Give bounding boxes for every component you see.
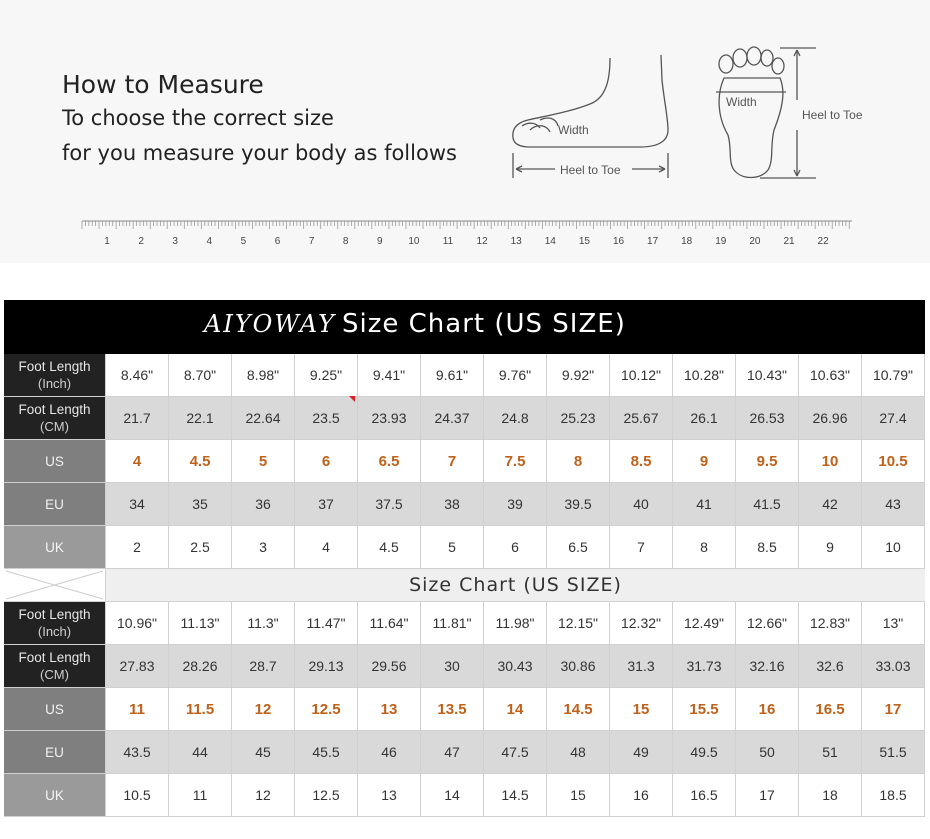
row-label-text: UK [45,539,64,555]
size-cell: 6.5 [547,526,610,568]
size-cell: 13 [358,688,421,730]
size-cell: 12 [232,774,295,816]
size-cell: 2 [106,526,169,568]
row-label [4,526,106,568]
size-cell: 21.7 [106,397,169,439]
row-label-text: Foot Length [18,359,91,374]
row-label-text: EU [45,744,64,760]
size-cell: 49.5 [673,731,736,773]
ruler-number: 7 [308,236,315,247]
size-cell: 31.3 [610,645,673,687]
size-cell: 17 [736,774,799,816]
ruler-number: 1 [104,236,110,247]
size-cell: 45 [232,731,295,773]
size-cell: 11 [169,774,232,816]
size-cell: 37.5 [358,483,421,525]
side-width-label: Width [558,123,589,137]
size-cell: 9 [673,440,736,482]
size-cell: 12.15" [547,602,610,644]
size-cell: 43.5 [106,731,169,773]
measure-instruction-2: for you measure your body as follows [62,141,457,165]
size-cell: 11.5 [169,688,232,730]
size-cell: 14.5 [484,774,547,816]
ruler-number: 13 [510,236,522,247]
comment-marker [349,396,355,402]
size-cell: 43 [862,483,925,525]
size-cell: 30.86 [547,645,610,687]
row-label [4,397,106,439]
size-cell: 7 [610,526,673,568]
size-cell: 25.67 [610,397,673,439]
how-to-measure-panel [0,0,930,263]
size-cell: 51 [799,731,862,773]
size-table-1 [4,354,925,569]
size-cell: 5 [232,440,295,482]
size-cell: 10.63" [799,354,862,396]
row-label-text: Foot Length [18,650,91,665]
size-cell: 10.43" [736,354,799,396]
size-cell: 16 [610,774,673,816]
size-cell: 11 [106,688,169,730]
size-cell: 22.1 [169,397,232,439]
size-cell: 6 [484,526,547,568]
size-cell: 35 [169,483,232,525]
size-cell: 12.5 [295,774,358,816]
size-cell: 25.23 [547,397,610,439]
size-cell: 39.5 [547,483,610,525]
size-cell: 29.56 [358,645,421,687]
size-cell: 15.5 [673,688,736,730]
size-cell: 51.5 [862,731,925,773]
row-label-text: US [45,701,64,717]
measure-instruction-1: To choose the correct size [62,106,334,130]
size-cell: 6 [295,440,358,482]
size-cell: 10.79" [862,354,925,396]
size-cell: 5 [421,526,484,568]
size-cell: 30 [421,645,484,687]
size-cell: 41 [673,483,736,525]
row-label-unit: (Inch) [37,376,72,391]
ruler-number: 6 [274,236,281,247]
size-cell: 9.41" [358,354,421,396]
brand-name: AIYOWAY [204,310,337,338]
size-cell: 39 [484,483,547,525]
ruler-number: 5 [240,236,247,247]
size-cell: 32.6 [799,645,862,687]
row-label-text: Foot Length [18,607,91,622]
size-cell: 9 [799,526,862,568]
size-cell: 6.5 [358,440,421,482]
size-cell: 17 [862,688,925,730]
row-label-unit: (CM) [40,667,69,682]
size-cell: 8.98" [232,354,295,396]
row-label [4,645,106,687]
row-label [4,774,106,816]
size-cell: 22.64 [232,397,295,439]
size-cell: 9.61" [421,354,484,396]
size-cell: 8 [673,526,736,568]
ruler-number: 9 [377,236,383,247]
size-chart-subtitle: Size Chart (US SIZE) [106,569,925,601]
size-cell: 2.5 [169,526,232,568]
sole-length-label: Heel to Toe [802,108,863,122]
ruler-number: 15 [578,236,590,247]
size-cell: 15 [547,774,610,816]
ruler [0,0,930,263]
size-cell: 4 [106,440,169,482]
size-cell: 12 [232,688,295,730]
size-cell: 42 [799,483,862,525]
measure-title: How to Measure [62,70,264,99]
size-cell: 9.5 [736,440,799,482]
foot-length-cm-row [4,397,925,440]
row-label [4,483,106,525]
size-cell: 10.96" [106,602,169,644]
size-cell: 23.93 [358,397,421,439]
eu-size-row [4,483,925,526]
us-size-row [4,688,925,731]
size-cell: 18 [799,774,862,816]
ruler-number: 19 [715,236,727,247]
ruler-number: 3 [172,236,178,247]
size-chart-header [4,300,925,354]
foot-length-cm-row [4,645,925,688]
size-cell: 49 [610,731,673,773]
ruler-number: 4 [206,236,213,247]
ruler-number: 22 [817,236,829,247]
size-cell: 8.46" [106,354,169,396]
size-cell: 23.5 [295,397,358,439]
ruler-number: 10 [408,236,420,247]
size-cell: 26.53 [736,397,799,439]
size-cell: 12.32" [610,602,673,644]
size-chart-title: Size Chart (US SIZE) [342,309,626,339]
row-label [4,731,106,773]
size-cell: 16 [736,688,799,730]
ruler-number: 18 [681,236,693,247]
size-cell: 10.28" [673,354,736,396]
size-cell: 46 [358,731,421,773]
size-cell: 13" [862,602,925,644]
size-cell: 27.4 [862,397,925,439]
size-cell: 12.83" [799,602,862,644]
size-cell: 4 [295,526,358,568]
size-cell: 29.13 [295,645,358,687]
row-label-unit: (Inch) [37,624,72,639]
ruler-number: 2 [138,236,144,247]
size-cell: 26.96 [799,397,862,439]
size-cell: 7 [421,440,484,482]
size-cell: 11.81" [421,602,484,644]
sole-width-label: Width [726,95,757,109]
size-cell: 9.92" [547,354,610,396]
size-cell: 47 [421,731,484,773]
foot-length-inch-row [4,354,925,397]
ruler-number: 21 [783,236,795,247]
size-cell: 26.1 [673,397,736,439]
row-label-text: Foot Length [18,402,91,417]
size-cell: 27.83 [106,645,169,687]
size-cell: 13.5 [421,688,484,730]
row-label [4,602,106,644]
size-cell: 30.43 [484,645,547,687]
size-chart [4,300,925,817]
size-cell: 32.16 [736,645,799,687]
size-cell: 8.70" [169,354,232,396]
foot-length-inch-row [4,602,925,645]
size-cell: 28.26 [169,645,232,687]
empty-corner-cell [4,569,106,601]
size-cell: 10 [862,526,925,568]
row-label [4,354,106,396]
ruler-number: 20 [749,236,761,247]
size-cell: 14 [484,688,547,730]
size-cell: 14 [421,774,484,816]
row-label-text: US [45,453,64,469]
size-cell: 40 [610,483,673,525]
size-cell: 33.03 [862,645,925,687]
size-cell: 12.5 [295,688,358,730]
ruler-number: 8 [342,236,349,247]
row-label-text: EU [45,496,64,512]
size-cell: 7.5 [484,440,547,482]
size-cell: 8.5 [610,440,673,482]
uk-size-row [4,526,925,569]
size-cell: 10.5 [862,440,925,482]
size-cell: 45.5 [295,731,358,773]
row-label [4,688,106,730]
size-cell: 11.47" [295,602,358,644]
size-cell: 18.5 [862,774,925,816]
eu-size-row [4,731,925,774]
size-cell: 15 [610,688,673,730]
size-cell: 28.7 [232,645,295,687]
size-cell: 44 [169,731,232,773]
size-cell: 41.5 [736,483,799,525]
size-cell: 13 [358,774,421,816]
size-cell: 10.5 [106,774,169,816]
ruler-number: 17 [647,236,659,247]
size-cell: 12.49" [673,602,736,644]
size-cell: 16.5 [799,688,862,730]
size-cell: 31.73 [673,645,736,687]
ruler-number: 14 [544,236,556,247]
side-length-label: Heel to Toe [560,163,621,177]
size-cell: 38 [421,483,484,525]
us-size-row [4,440,925,483]
size-cell: 47.5 [484,731,547,773]
size-cell: 16.5 [673,774,736,816]
size-table-2 [4,602,925,817]
size-cell: 8.5 [736,526,799,568]
size-cell: 9.25" [295,354,358,396]
row-label [4,440,106,482]
size-cell: 11.64" [358,602,421,644]
ruler-number: 16 [612,236,625,247]
size-cell: 8 [547,440,610,482]
size-cell: 24.8 [484,397,547,439]
size-cell: 11.13" [169,602,232,644]
size-cell: 36 [232,483,295,525]
row-label-unit: (CM) [40,419,69,434]
size-chart-subheader [4,569,925,602]
size-cell: 50 [736,731,799,773]
ruler-number: 12 [476,236,488,247]
size-cell: 24.37 [421,397,484,439]
size-cell: 34 [106,483,169,525]
size-cell: 3 [232,526,295,568]
size-cell: 10.12" [610,354,673,396]
size-cell: 10 [799,440,862,482]
size-cell: 4.5 [169,440,232,482]
size-cell: 11.98" [484,602,547,644]
size-cell: 4.5 [358,526,421,568]
ruler-number: 11 [442,236,454,247]
size-cell: 11.3" [232,602,295,644]
row-label-text: UK [45,787,64,803]
size-cell: 9.76" [484,354,547,396]
size-cell: 14.5 [547,688,610,730]
size-cell: 37 [295,483,358,525]
size-cell: 12.66" [736,602,799,644]
size-cell: 48 [547,731,610,773]
uk-size-row [4,774,925,817]
